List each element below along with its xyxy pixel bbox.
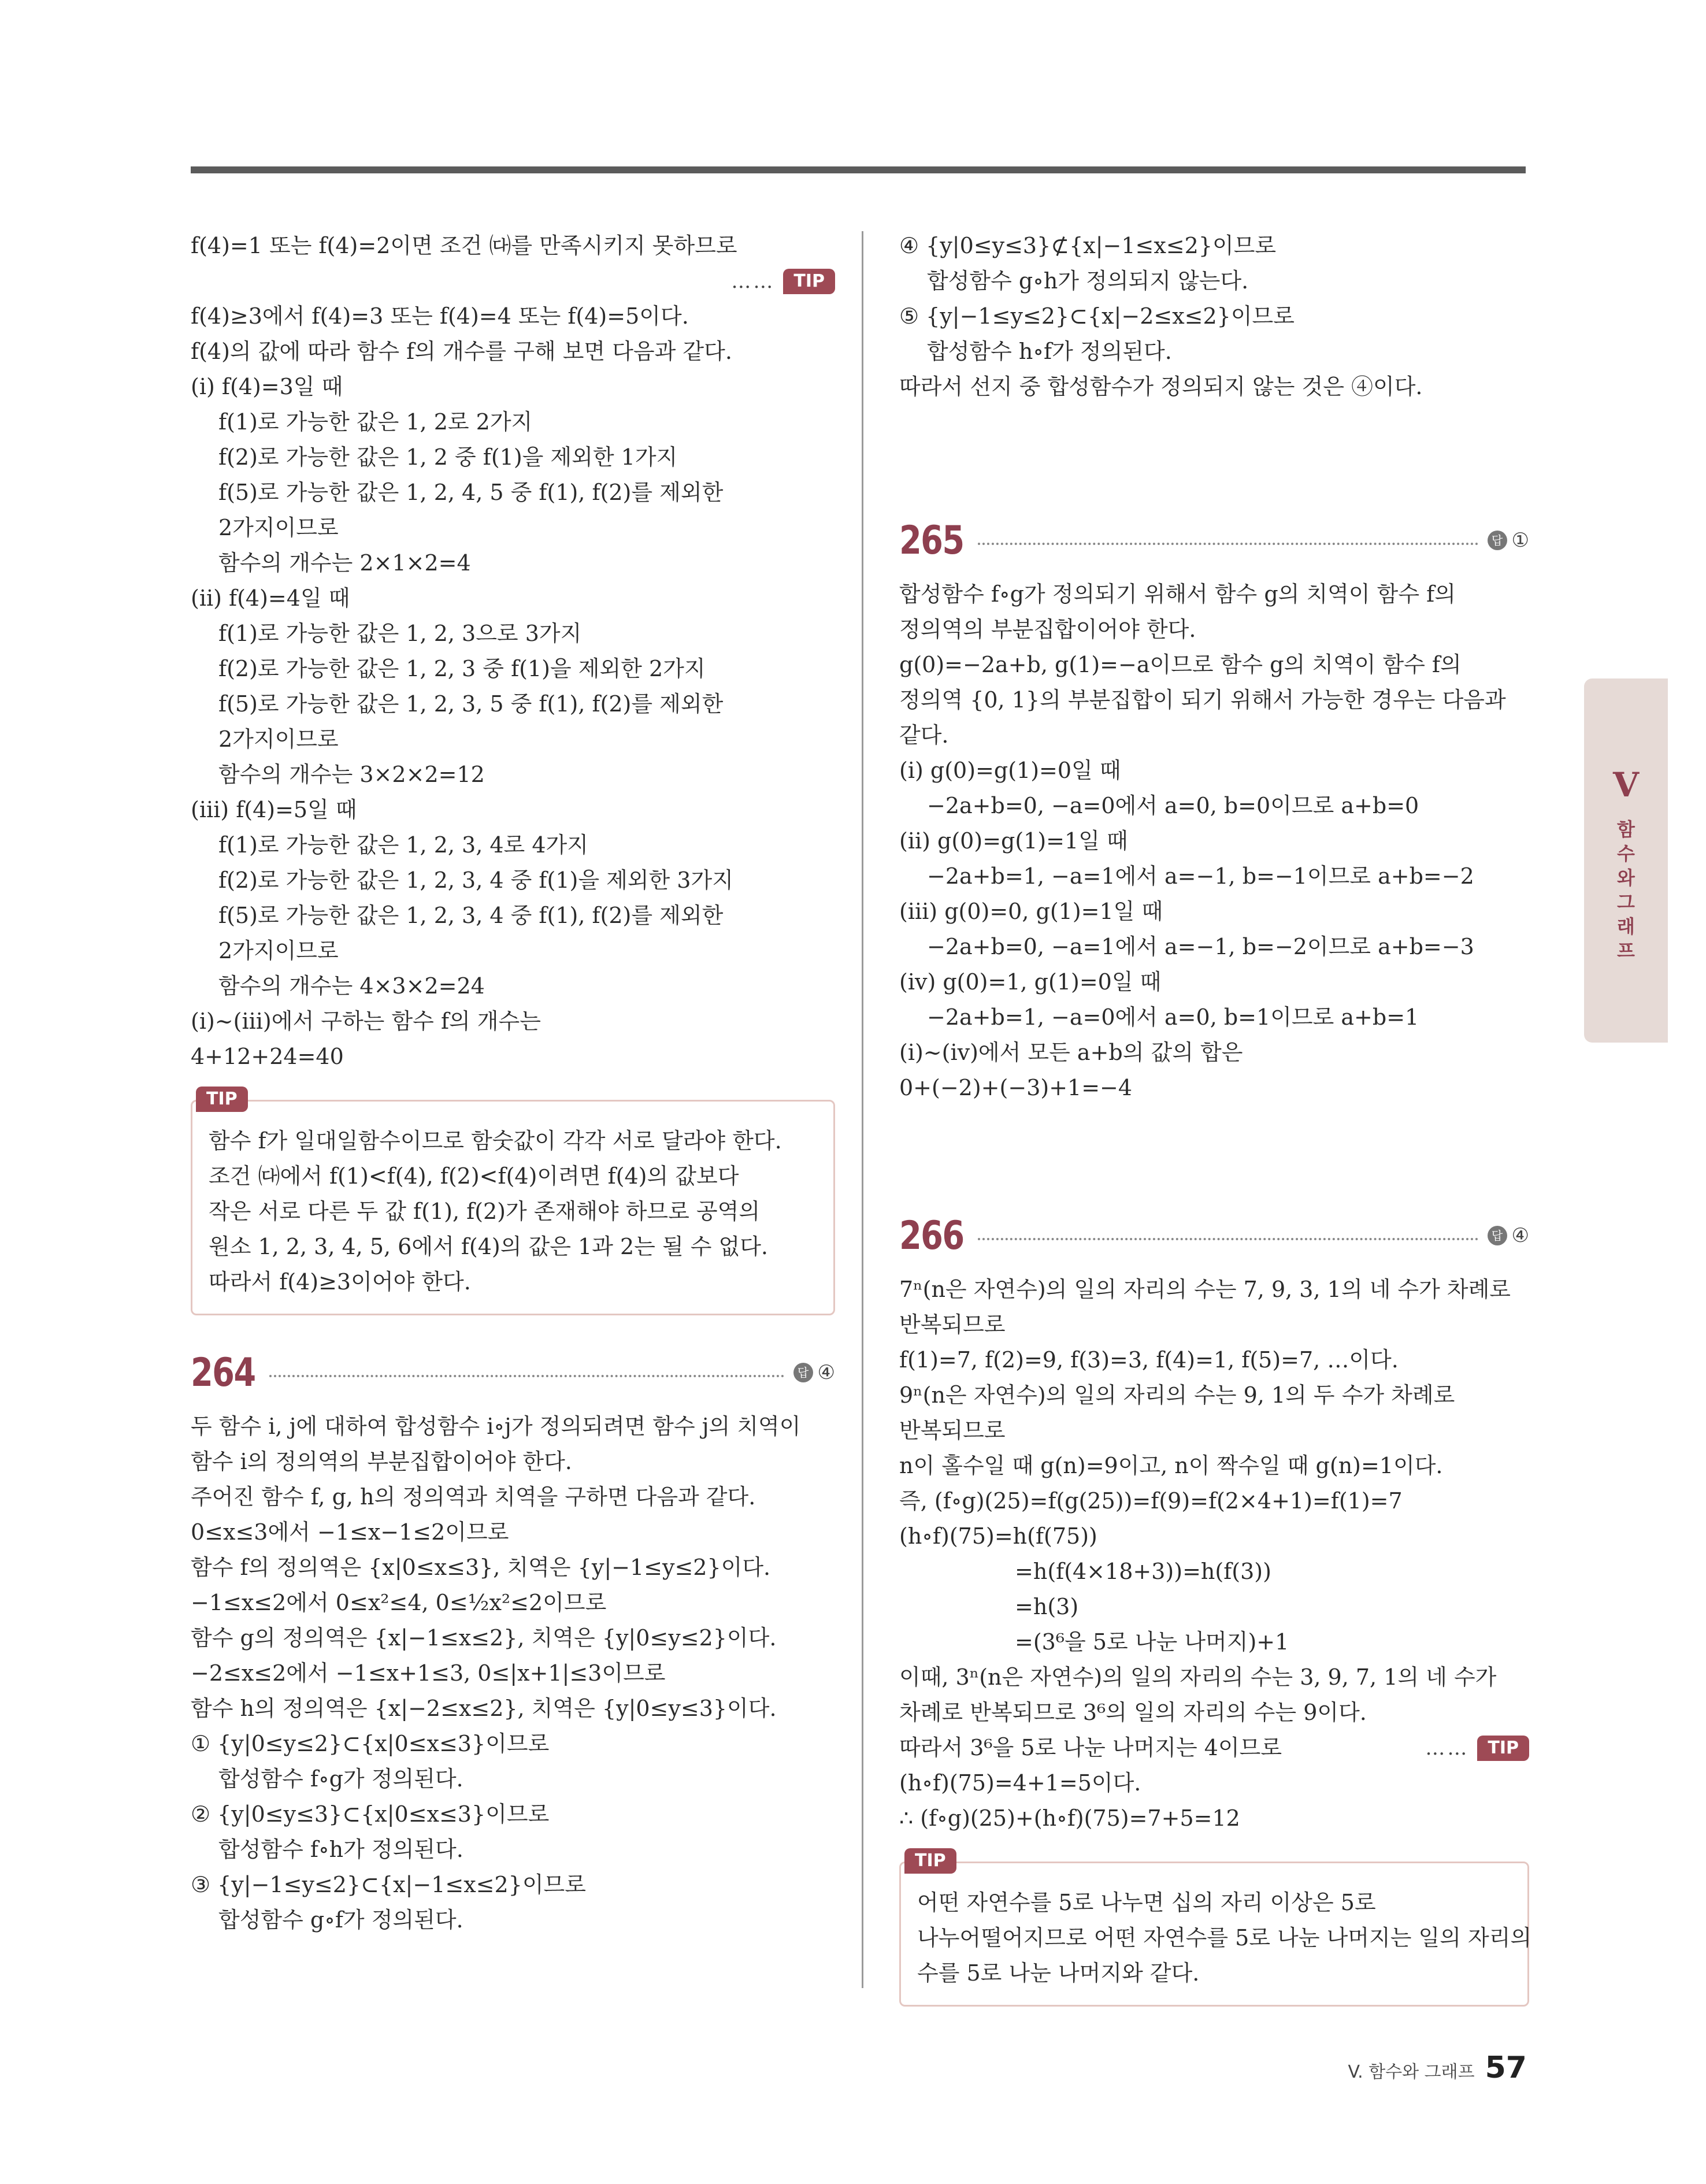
text-line: 함수 i의 정의역의 부분집합이어야 한다. bbox=[191, 1449, 572, 1474]
text-line: 0≤x≤3에서 −1≤x−1≤2이므로 bbox=[191, 1519, 509, 1545]
text-line: −2a+b=1, −a=1에서 a=−1, b=−1이므로 a+b=−2 bbox=[927, 863, 1474, 889]
text-line: (ⅱ) g(0)=g(1)=1일 때 bbox=[899, 828, 1128, 854]
answer-value: ④ bbox=[817, 1361, 835, 1384]
answer bbox=[1488, 1224, 1529, 1247]
text-line: n이 홀수일 때 g(n)=9이고, n이 짝수일 때 g(n)=1이다. bbox=[899, 1453, 1443, 1478]
text-line: f(2)로 가능한 값은 1, 2 중 f(1)을 제외한 1가지 bbox=[218, 444, 678, 470]
text-line: f(1)=7, f(2)=9, f(3)=3, f(4)=1, f(5)=7, …이다. bbox=[899, 1347, 1399, 1373]
text-line: 조건 ㈐에서 f(1)<f(4), f(2)<f(4)이려면 f(4)의 값보다 bbox=[209, 1163, 739, 1189]
answer-icon: 답 bbox=[1488, 531, 1507, 550]
footer-section: V. 함수와 그래프 bbox=[1348, 2062, 1475, 2082]
text-line: −2a+b=0, −a=1에서 a=−1, b=−2이므로 a+b=−3 bbox=[927, 934, 1474, 959]
text-line: f(1)로 가능한 값은 1, 2로 2가지 bbox=[218, 409, 533, 435]
text-line: 이때, 3ⁿ(n은 자연수)의 일의 자리의 수는 3, 9, 7, 1의 네 수가 bbox=[899, 1664, 1497, 1690]
text-line: (ⅰ)~(ⅲ)에서 구하는 함수 f의 개수는 bbox=[191, 1008, 541, 1034]
text-line: f(4)의 값에 따라 함수 f의 개수를 구해 보면 다음과 같다. bbox=[191, 339, 732, 364]
text-line: 정의역 {0, 1}의 부분집합이 되기 위해서 가능한 경우는 다음과 bbox=[899, 687, 1506, 713]
text-line: (ⅲ) f(4)=5일 때 bbox=[191, 797, 357, 822]
text-line: (ⅳ) g(0)=1, g(1)=0일 때 bbox=[899, 969, 1162, 995]
top-rule bbox=[191, 166, 1526, 173]
tip-box-badge: TIP bbox=[904, 1848, 956, 1874]
tip-ref-dots: …… bbox=[731, 269, 776, 293]
text-line: ② {y|0≤y≤3}⊂{x|0≤x≤3}이므로 bbox=[191, 1801, 550, 1827]
text-line: f(2)로 가능한 값은 1, 2, 3, 4 중 f(1)을 제외한 3가지 bbox=[218, 867, 733, 893]
text-line: 함수의 개수는 4×3×2=24 bbox=[218, 973, 485, 999]
text-line: (ⅰ) g(0)=g(1)=0일 때 bbox=[899, 758, 1121, 783]
text-line: 반복되므로 bbox=[899, 1312, 1006, 1337]
text-line: 정의역의 부분집합이어야 한다. bbox=[899, 617, 1196, 642]
text-line: 따라서 3⁶을 5로 나눈 나머지는 4이므로 bbox=[899, 1735, 1282, 1760]
chapter-title-char: 와 bbox=[1617, 867, 1635, 889]
answer-icon: 답 bbox=[793, 1363, 813, 1382]
text-line: =h(3) bbox=[1015, 1594, 1079, 1619]
text-line: 합성함수 h∘f가 정의된다. bbox=[927, 339, 1172, 364]
column-divider bbox=[862, 231, 863, 1988]
tip-box bbox=[899, 1851, 1532, 2007]
text-line: 같다. bbox=[899, 722, 949, 748]
tip-reference bbox=[191, 264, 835, 299]
text-line: −2a+b=0, −a=0에서 a=0, b=0이므로 a+b=0 bbox=[927, 793, 1419, 818]
text-line: f(5)로 가능한 값은 1, 2, 3, 5 중 f(1), f(2)를 제외한 bbox=[218, 691, 724, 717]
leader-dots bbox=[978, 543, 1478, 545]
leader-dots bbox=[978, 1238, 1478, 1240]
answer bbox=[1488, 529, 1529, 552]
text-line: 작은 서로 다른 두 값 f(1), f(2)가 존재해야 하므로 공역의 bbox=[209, 1199, 761, 1224]
text-line: ∴ (f∘g)(25)+(h∘f)(75)=7+5=12 bbox=[899, 1805, 1240, 1831]
text-line: 4+12+24=40 bbox=[191, 1044, 344, 1069]
text-line: f(5)로 가능한 값은 1, 2, 3, 4 중 f(1), f(2)를 제외한 bbox=[218, 903, 724, 928]
text-line: f(4)≥3에서 f(4)=3 또는 f(4)=4 또는 f(4)=5이다. bbox=[191, 303, 689, 329]
text-line: 합성함수 f∘g가 정의된다. bbox=[218, 1766, 463, 1792]
problem-266-header bbox=[899, 1204, 1529, 1267]
answer-value: ④ bbox=[1511, 1224, 1529, 1247]
text-line: 합성함수 g∘f가 정의된다. bbox=[218, 1907, 463, 1933]
problem-number: 266 bbox=[899, 1212, 964, 1259]
text-line: (ⅲ) g(0)=0, g(1)=1일 때 bbox=[899, 899, 1163, 924]
problem-264-header bbox=[191, 1341, 835, 1404]
leader-dots bbox=[269, 1375, 784, 1377]
left-column bbox=[191, 228, 835, 1938]
tip-box bbox=[191, 1089, 835, 1315]
chapter-title-char: 수 bbox=[1617, 843, 1635, 865]
text-line: 따라서 f(4)≥3이어야 한다. bbox=[209, 1269, 471, 1295]
text-line: ① {y|0≤y≤2}⊂{x|0≤x≤3}이므로 bbox=[191, 1731, 550, 1756]
text-line: 차례로 반복되므로 3⁶의 일의 자리의 수는 9이다. bbox=[899, 1700, 1367, 1725]
text-line: −2a+b=1, −a=0에서 a=0, b=1이므로 a+b=1 bbox=[927, 1004, 1419, 1030]
text-line: f(1)로 가능한 값은 1, 2, 3으로 3가지 bbox=[218, 621, 582, 646]
text-line: 합성함수 g∘h가 정의되지 않는다. bbox=[927, 268, 1249, 294]
text-line: 따라서 선지 중 합성함수가 정의되지 않는 것은 ④이다. bbox=[899, 374, 1423, 399]
text-line: 어떤 자연수를 5로 나누면 십의 자리 이상은 5로 bbox=[917, 1890, 1376, 1915]
text-line: f(4)=1 또는 f(4)=2이면 조건 ㈐를 만족시키지 못하므로 bbox=[191, 233, 737, 258]
problem-number: 264 bbox=[191, 1349, 255, 1396]
tip-badge: TIP bbox=[783, 269, 835, 294]
text-line: (h∘f)(75)=h(f(75)) bbox=[899, 1523, 1097, 1549]
chapter-roman-numeral: V bbox=[1612, 765, 1639, 804]
text-line: 2가지이므로 bbox=[218, 726, 339, 752]
text-line: =(3⁶을 5로 나눈 나머지)+1 bbox=[1015, 1629, 1289, 1655]
right-column bbox=[899, 228, 1532, 2032]
text-line: f(1)로 가능한 값은 1, 2, 3, 4로 4가지 bbox=[218, 832, 588, 858]
text-line: 2가지이므로 bbox=[218, 938, 339, 963]
text-line: 합성함수 f∘g가 정의되기 위해서 함수 g의 치역이 함수 f의 bbox=[899, 581, 1456, 607]
chapter-title-char: 함 bbox=[1617, 818, 1635, 840]
text-line: g(0)=−2a+b, g(1)=−a이므로 함수 g의 치역이 함수 f의 bbox=[899, 652, 1462, 677]
answer-value: ① bbox=[1511, 529, 1529, 552]
text-line: f(2)로 가능한 값은 1, 2, 3 중 f(1)을 제외한 2가지 bbox=[218, 656, 706, 681]
text-line: 수를 5로 나눈 나머지와 같다. bbox=[917, 1960, 1200, 1986]
tip-badge: TIP bbox=[1477, 1736, 1529, 1761]
text-line: 2가지이므로 bbox=[218, 515, 339, 540]
text-line: −2≤x≤2에서 −1≤x+1≤3, 0≤|x+1|≤3이므로 bbox=[191, 1660, 666, 1686]
page-footer bbox=[1348, 2050, 1527, 2085]
chapter-title-vertical bbox=[1584, 817, 1668, 963]
text-line: ④ {y|0≤y≤3}⊄{x|−1≤x≤2}이므로 bbox=[899, 233, 1277, 258]
text-line: 두 함수 i, j에 대하여 합성함수 i∘j가 정의되려면 함수 j의 치역이 bbox=[191, 1414, 801, 1439]
text-line: ⑤ {y|−1≤y≤2}⊂{x|−2≤x≤2}이므로 bbox=[899, 303, 1295, 329]
text-line: 합성함수 f∘h가 정의된다. bbox=[218, 1837, 463, 1862]
text-line: =h(f(4×18+3))=h(f(3)) bbox=[1015, 1559, 1271, 1584]
chapter-title-char: 래 bbox=[1617, 915, 1635, 937]
answer-icon: 답 bbox=[1488, 1226, 1507, 1245]
text-line: f(5)로 가능한 값은 1, 2, 4, 5 중 f(1), f(2)를 제외한 bbox=[218, 480, 724, 505]
text-line: 0+(−2)+(−3)+1=−4 bbox=[899, 1075, 1133, 1100]
text-line: ③ {y|−1≤y≤2}⊂{x|−1≤x≤2}이므로 bbox=[191, 1872, 586, 1897]
text-line: 반복되므로 bbox=[899, 1418, 1006, 1443]
text-line: 함수 f의 정의역은 {x|0≤x≤3}, 치역은 {y|−1≤y≤2}이다. bbox=[191, 1555, 771, 1580]
text-line: (h∘f)(75)=4+1=5이다. bbox=[899, 1770, 1141, 1796]
text-line: (ⅱ) f(4)=4일 때 bbox=[191, 585, 350, 611]
text-line: −1≤x≤2에서 0≤x²≤4, 0≤½x²≤2이므로 bbox=[191, 1590, 607, 1615]
answer bbox=[793, 1361, 835, 1384]
chapter-title-char: 프 bbox=[1617, 940, 1635, 962]
text-line: 원소 1, 2, 3, 4, 5, 6에서 f(4)의 값은 1과 2는 될 수 없다. bbox=[209, 1234, 769, 1259]
text-line: 함수 g의 정의역은 {x|−1≤x≤2}, 치역은 {y|0≤y≤2}이다. bbox=[191, 1625, 777, 1651]
text-line: (ⅰ)~(ⅳ)에서 모든 a+b의 값의 합은 bbox=[899, 1040, 1243, 1065]
problem-265-header bbox=[899, 509, 1529, 572]
text-line: 주어진 함수 f, g, h의 정의역과 치역을 구하면 다음과 같다. bbox=[191, 1484, 756, 1510]
tip-box-badge: TIP bbox=[196, 1087, 248, 1112]
problem-number: 265 bbox=[899, 517, 964, 563]
text-line: 즉, (f∘g)(25)=f(g(25))=f(9)=f(2×4+1)=f(1)=7 bbox=[899, 1488, 1403, 1514]
chapter-title-char: 그 bbox=[1617, 891, 1635, 913]
text-line: 함수의 개수는 2×1×2=4 bbox=[218, 550, 471, 576]
chapter-side-tab bbox=[1584, 678, 1668, 1043]
text-line: 7ⁿ(n은 자연수)의 일의 자리의 수는 7, 9, 3, 1의 네 수가 차례로 bbox=[899, 1277, 1511, 1302]
tip-ref-dots: …… bbox=[1425, 1736, 1470, 1760]
text-line: 함수의 개수는 3×2×2=12 bbox=[218, 762, 485, 787]
tip-reference bbox=[899, 1730, 1529, 1766]
text-line: 나누어떨어지므로 어떤 자연수를 5로 나눈 나머지는 일의 자리의 bbox=[917, 1925, 1532, 1951]
text-line: 9ⁿ(n은 자연수)의 일의 자리의 수는 9, 1의 두 수가 차례로 bbox=[899, 1382, 1455, 1408]
page-number: 57 bbox=[1485, 2050, 1527, 2085]
text-line: (ⅰ) f(4)=3일 때 bbox=[191, 374, 343, 399]
text-line: 함수 h의 정의역은 {x|−2≤x≤2}, 치역은 {y|0≤y≤3}이다. bbox=[191, 1696, 777, 1721]
text-line: 함수 f가 일대일함수이므로 함숫값이 각각 서로 달라야 한다. bbox=[209, 1128, 782, 1154]
